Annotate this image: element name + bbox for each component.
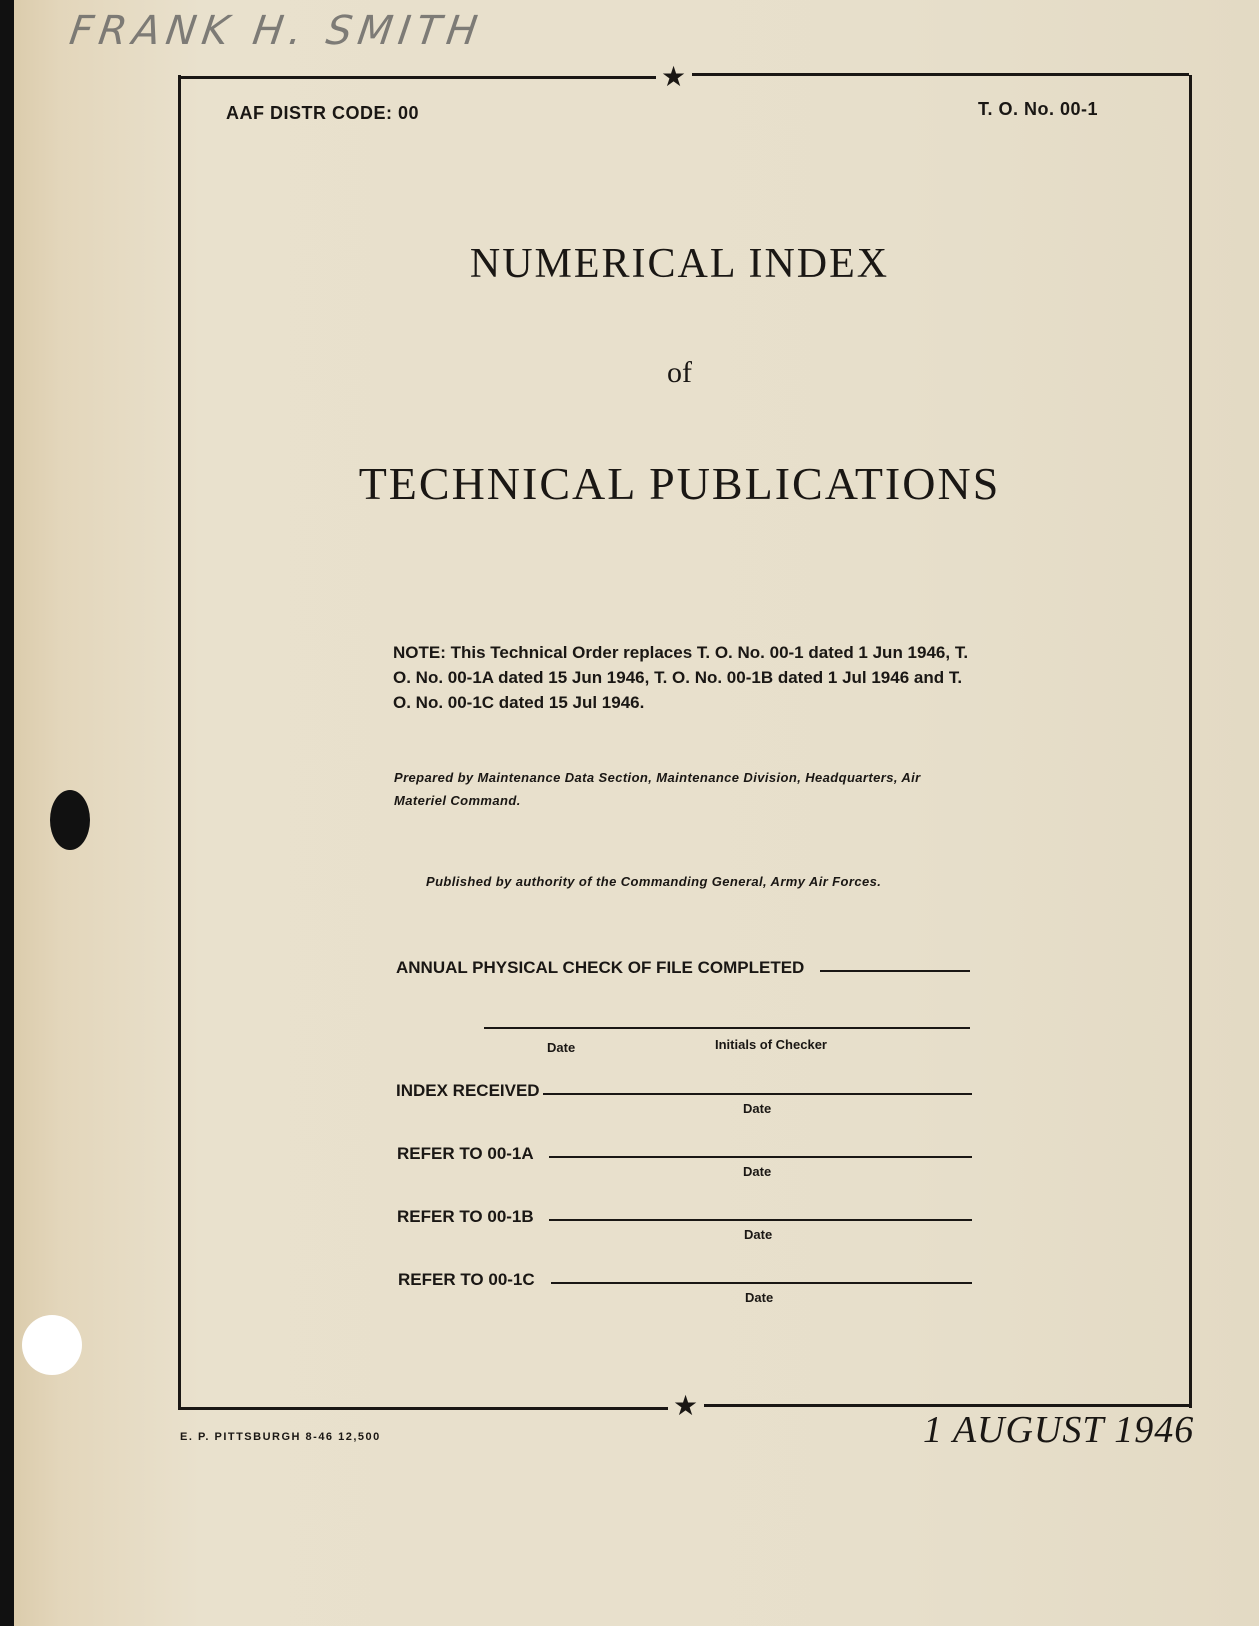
annual-check-label: ANNUAL PHYSICAL CHECK OF FILE COMPLETED [396,958,805,977]
star-icon: ★ [661,61,687,92]
replacement-note: NOTE: This Technical Order replaces T. O. No. 00-1 dated 1 Jun 1946, T. O. No. 00-1A dated 15 Jun 1946, T. O. No. 00-1B dated 1 Jul 1946 and T. O. No. 00-1C dated 15 Jul 1946. [393,643,969,712]
title-line-2: of [667,356,692,389]
frame-bottom-left [178,1407,668,1410]
frame-top-right [692,73,1189,76]
initials-caption: Initials of Checker [715,1037,827,1052]
refer-00-1c-label: REFER TO 00-1C [398,1270,535,1289]
index-received-label: INDEX RECEIVED [396,1081,540,1100]
refer-00-1a-line[interactable] [549,1156,972,1158]
punch-hole [22,1315,82,1375]
title-line-3: TECHNICAL PUBLICATIONS [358,458,1001,509]
frame-top-left [178,76,656,79]
printer-imprint: E. P. PITTSBURGH 8-46 12,500 [180,1431,381,1443]
index-received-line[interactable] [543,1093,972,1095]
frame-bottom-right [704,1404,1189,1407]
handwritten-signature: FRANK H. SMITH [66,8,486,54]
date-initials-line[interactable] [484,1027,970,1029]
star-icon: ★ [673,1390,699,1421]
distr-code: AAF DISTR CODE: 00 [226,103,420,123]
annual-check-line[interactable] [820,970,970,972]
publication-date: 1 AUGUST 1946 [923,1409,1195,1451]
punch-hole [50,790,90,850]
refer-00-1c-line[interactable] [551,1282,972,1284]
published-by: Published by authority of the Commanding General, Army Air Forces. [426,874,882,889]
to-number: T. O. No. 00-1 [978,99,1099,119]
refer-00-1b-label: REFER TO 00-1B [397,1207,534,1226]
date-caption: Date [743,1101,772,1116]
date-caption: Date [745,1290,774,1305]
refer-00-1b-line[interactable] [549,1219,972,1221]
date-caption: Date [743,1164,772,1179]
date-caption: Date [744,1227,773,1242]
refer-00-1a-label: REFER TO 00-1A [397,1144,534,1163]
date-caption: Date [547,1040,576,1055]
title-line-1: NUMERICAL INDEX [469,241,890,287]
prepared-by: Prepared by Maintenance Data Section, Maintenance Division, Headquarters, Air Materiel Command. [394,770,921,808]
